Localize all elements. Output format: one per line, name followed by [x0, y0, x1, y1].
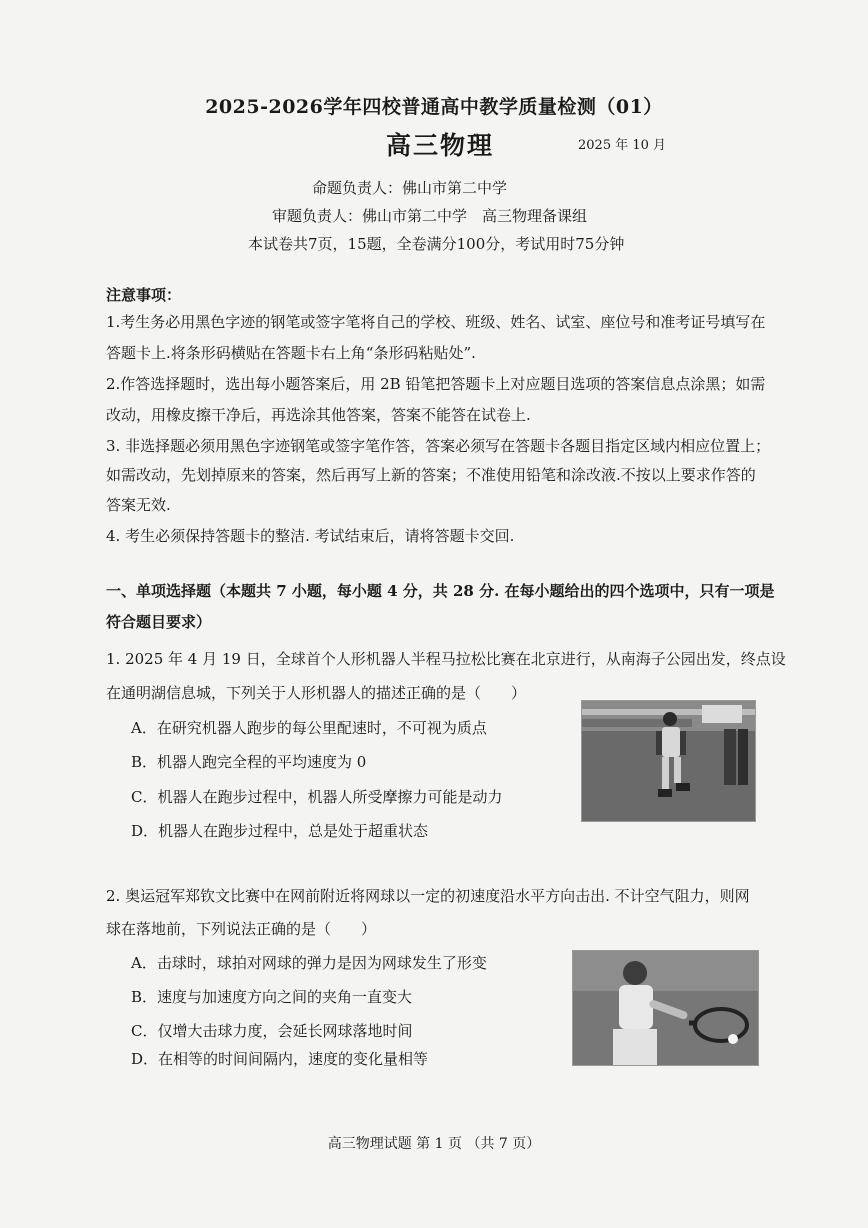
notice-line: 1.考生务必用黑色字迹的钢笔或签字笔将自己的学校、班级、姓名、试室、座位号和准考证号填写在: [106, 313, 766, 331]
tennis-photo: [572, 950, 759, 1066]
robot-photo-illustration: [582, 701, 755, 821]
subject-title: 高三物理: [386, 131, 495, 160]
notice-line: 改动，用橡皮擦干净后，再选涂其他答案，答案不能答在试卷上.: [106, 406, 531, 424]
section-heading: 一、单项选择题（本题共 7 小题，每小题 4 分，共 28 分. 在每小题给出的四个选项中，只有一项是: [106, 582, 775, 600]
exam-date: 2025 年 10 月: [578, 138, 667, 153]
setter-line: 命题负责人：佛山市第二中学: [312, 179, 508, 197]
notice-line: 2.作答选择题时，选出每小题答案后，用 2B 铅笔把答题卡上对应题目选项的答案信息点涂黑；如需: [106, 375, 766, 393]
notice-heading: 注意事项：: [106, 286, 182, 304]
q1-option-a: A．在研究机器人跑步的每公里配速时，不可视为质点: [131, 719, 487, 737]
notice-line: 答题卡上.将条形码横贴在答题卡右上角“条形码粘贴处”.: [106, 344, 476, 362]
q2-option-d: D．在相等的时间间隔内，速度的变化量相等: [131, 1050, 429, 1068]
notice-line: 4. 考生必须保持答题卡的整洁. 考试结束后，请将答题卡交回.: [106, 527, 515, 545]
q2-option-c: C．仅增大击球力度，会延长网球落地时间: [131, 1022, 413, 1040]
q2-stem: 2. 奥运冠军郑钦文比赛中在网前附近将网球以一定的初速度沿水平方向击出. 不计空气阻力，则网: [106, 887, 750, 905]
page-footer: 高三物理试题 第 1 页 （共 7 页）: [327, 1136, 541, 1152]
notice-line: 答案无效.: [106, 496, 171, 514]
notice-line: 3. 非选择题必须用黑色字迹钢笔或签字笔作答，答案必须写在答题卡各题目指定区域内相应位置上；: [106, 437, 771, 455]
robot-photo: [581, 700, 756, 822]
exam-title: 2025-2026学年四校普通高中教学质量检测（01）: [205, 96, 663, 118]
q2-stem: 球在落地前，下列说法正确的是（ ）: [106, 920, 377, 938]
q1-option-d: D．机器人在跑步过程中，总是处于超重状态: [131, 822, 429, 840]
reviewer-line: 审题负责人：佛山市第二中学 高三物理备课组: [272, 207, 588, 225]
q1-option-c: C．机器人在跑步过程中，机器人所受摩擦力可能是动力: [131, 788, 503, 806]
section-heading-cont: 符合题目要求）: [106, 613, 212, 631]
q1-option-b: B．机器人跑完全程的平均速度为 0: [131, 753, 367, 771]
q1-stem: 1. 2025 年 4 月 19 日，全球首个人形机器人半程马拉松比赛在北京进行，从南海子公园出发，终点设: [106, 650, 786, 668]
q2-option-b: B．速度与加速度方向之间的夹角一直变大: [131, 988, 413, 1006]
exam-info-line: 本试卷共7页，15题，全卷满分100分，考试用时75分钟: [248, 235, 625, 253]
q2-option-a: A．击球时，球拍对网球的弹力是因为网球发生了形变: [131, 954, 487, 972]
q1-stem: 在通明湖信息城，下列关于人形机器人的描述正确的是（ ）: [106, 684, 527, 702]
tennis-photo-illustration: [573, 951, 758, 1065]
notice-line: 如需改动，先划掉原来的答案，然后再写上新的答案；不准使用铅笔和涂改液.不按以上要求作答的: [106, 466, 756, 484]
